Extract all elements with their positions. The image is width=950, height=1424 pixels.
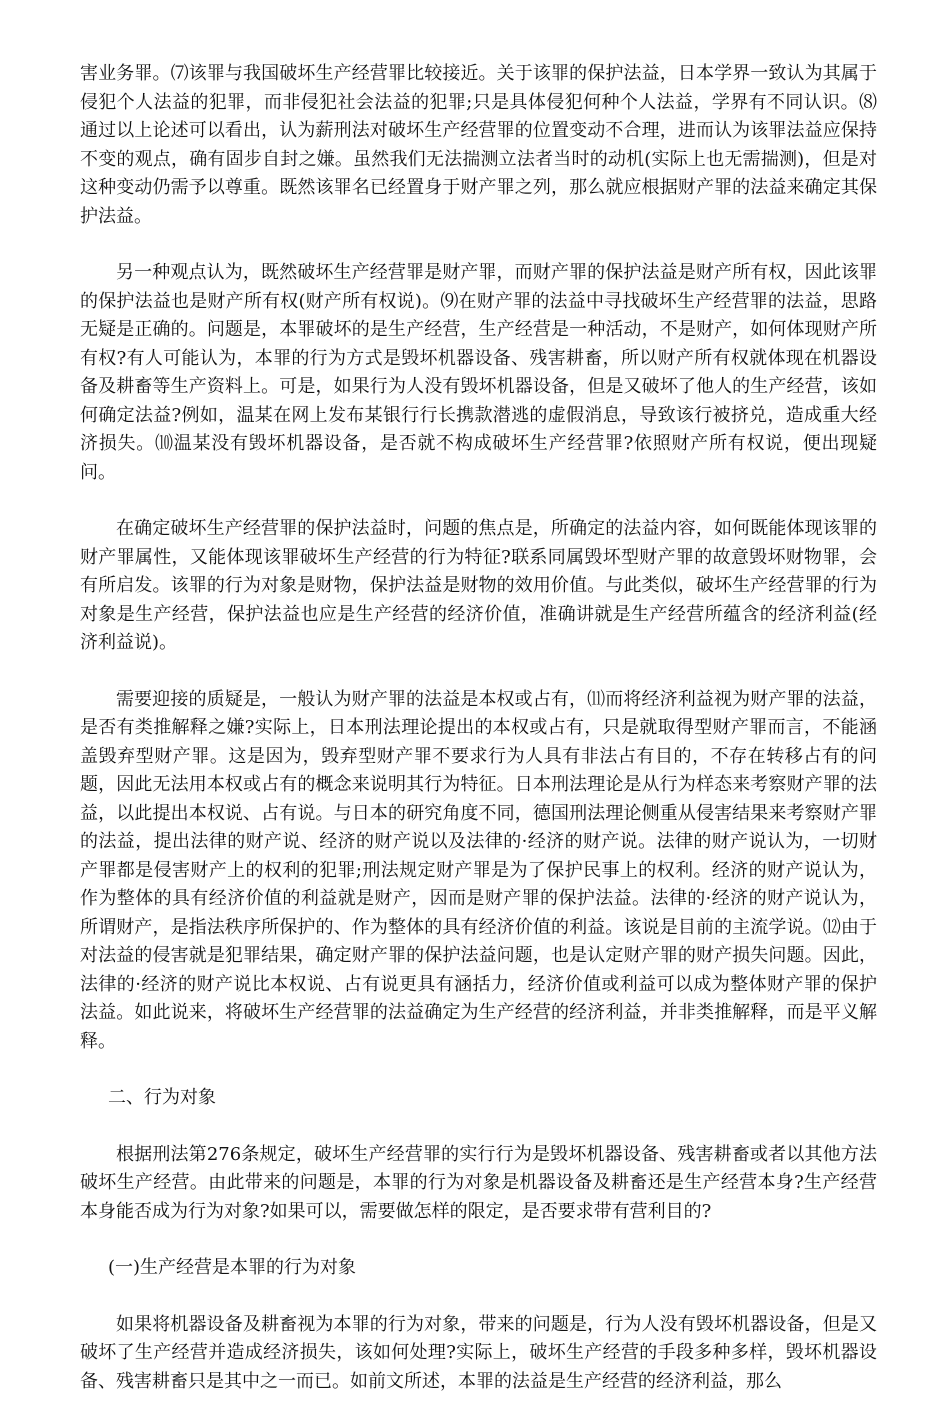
paragraph-4: 需要迎接的质疑是，一般认为财产罪的法益是本权或占有，⑾而将经济利益视为财产罪的法益，是否有类推解释之嫌?实际上，日本刑法理论提出的本权或占有，只是就取得型财产罪而言，不能涵盖毁弃型财产罪。这是因为，毁弃型财产罪不要求行为人具有非法占有目的，不存在转移占有的问题，因此无法用本权或占有的概念来说明其行为特征。日本刑法理论是从行为样态来考察财产罪的法益，以此提出本权说、占有说。与日本的研究角度不同，德国刑法理论侧重从侵害结果来考察财产罪的法益，提出法律的财产说、经济的财产说以及法律的·经济的财产说。法律的财产说认为，一切财产罪都是侵害财产上的权利的犯罪;刑法规定财产罪是为了保护民事上的权利。经济的财产说认为，作为整体的具有经济价值的利益就是财产，因而是财产罪的保护法益。法律的·经济的财产说认为，所谓财产，是指法秩序所保护的、作为整体的具有经济价值的利益。该说是目前的主流学说。⑿由于对法益的侵害就是犯罪结果，确定财产罪的保护法益问题，也是认定财产罪的财产损失问题。因此，法律的·经济的财产说比本权说、占有说更具有涵括力，经济价值或利益可以成为整体财产罪的保护法益。如此说来，将破坏生产经营罪的法益确定为生产经营的经济利益，并非类推解释，而是平义解释。 [80,688,877,1052]
section-heading-behavior-object: 二、行为对象 [108,1087,216,1108]
subsection-heading-production-operation: (一)生产经营是本罪的行为对象 [108,1257,357,1278]
paragraph-3: 在确定破坏生产经营罪的保护法益时，问题的焦点是，所确定的法益内容，如何既能体现该罪的财产罪属性，又能体现该罪破坏生产经营的行为特征?联系同属毁坏型财产罪的故意毁坏财物罪，会有所启发。该罪的行为对象是财物，保护法益是财物的效用价值。与此类似，破坏生产经营罪的行为对象是生产经营，保护法益也应是生产经营的经济价值，准确讲就是生产经营所蕴含的经济利益(经济利益说)。 [80,518,877,653]
paragraph-6: 如果将机器设备及耕畜视为本罪的行为对象，带来的问题是，行为人没有毁坏机器设备，但是又破坏了生产经营并造成经济损失，该如何处理?实际上，破坏生产经营的手段多种多样，毁坏机器设备、残害耕畜只是其中之一而已。如前文所述，本罪的法益是生产经营的经济利益，那么 [80,1313,877,1392]
paragraph-2: 另一种观点认为，既然破坏生产经营罪是财产罪，而财产罪的保护法益是财产所有权，因此该罪的保护法益也是财产所有权(财产所有权说)。⑼在财产罪的法益中寻找破坏生产经营罪的法益，思路无疑是正确的。问题是，本罪破坏的是生产经营，生产经营是一种活动，不是财产，如何体现财产所有权?有人可能认为，本罪的行为方式是毁坏机器设备、残害耕畜，所以财产所有权就体现在机器设备及耕畜等生产资料上。可是，如果行为人没有毁坏机器设备，但是又破坏了他人的生产经营，该如何确定法益?例如，温某在网上发布某银行行长携款潜逃的虚假消息，导致该行被挤兑，造成重大经济损失。⑽温某没有毁坏机器设备，是否就不构成破坏生产经营罪?依照财产所有权说，便出现疑问。 [80,262,877,483]
paragraph-1: 害业务罪。⑺该罪与我国破坏生产经营罪比较接近。关于该罪的保护法益，日本学界一致认为其属于侵犯个人法益的犯罪，而非侵犯社会法益的犯罪;只是具体侵犯何种个人法益，学界有不同认识。⑻通过以上论述可以看出，认为薪刑法对破坏生产经营罪的位置变动不合理，进而认为该罪法益应保持不变的观点，确有固步自封之嫌。虽然我们无法揣测立法者当时的动机(实际上也无需揣测)，但是对这种变动仍需予以尊重。既然该罪名已经置身于财产罪之列，那么就应根据财产罪的法益来确定其保护法益。 [80,63,877,227]
document-page [80,60,877,1424]
paragraph-5: 根据刑法第276条规定，破坏生产经营罪的实行行为是毁坏机器设备、残害耕畜或者以其他方法破坏生产经营。由此带来的问题是，本罪的行为对象是机器设备及耕畜还是生产经营本身?生产经营本身能否成为行为对象?如果可以，需要做怎样的限定，是否要求带有营利目的? [80,1143,877,1222]
